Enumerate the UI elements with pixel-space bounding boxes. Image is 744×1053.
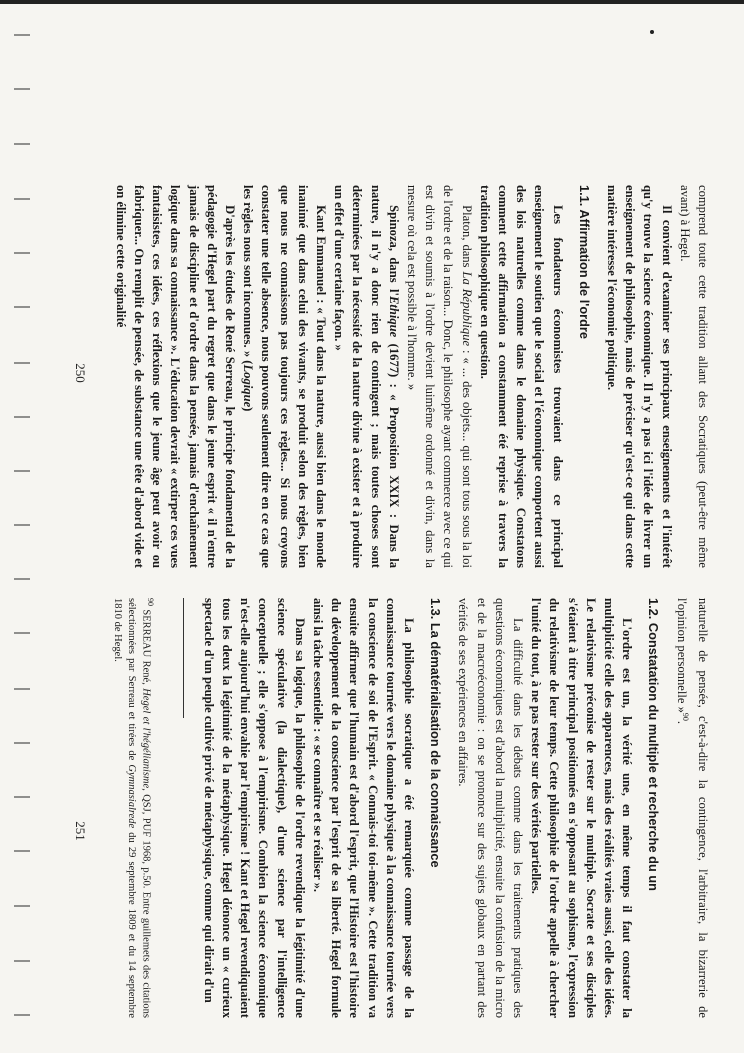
paragraph: Les fondateurs économistes trouvaient dans ce principal enseignement le soutien que le social et l'économique comportent aussi des lois naturelles comme dans le domaine physique. Constatons comment cette affirmation a constamment été reprise à travers la tradition philosophique en question. (477, 185, 565, 568)
scan-top-edge (0, 0, 744, 4)
paragraph: La philosophie socratique a été remarquée comme passage de la connaissance tournée vers le domaine physique à la connaissance tournée vers la conscience de soi de l'Esprit. « Connais-toi toi-même ». Cette tradition va ensuite affirmer que l'humain est d'abord l'esprit, que l'Histoire est l'histoire du développement de la conscience par l'esprit de sa liberté. Hegel formule ainsi la tâche essentielle : « se connaître et se réaliser ». (310, 598, 416, 1018)
footnote-rule (183, 598, 184, 718)
paragraph: D'après les études de René Serreau, le principe fondamental de la pédagogie d'Hegel part du regret que dans le jeune esprit « il n'entre jamais de discipline et d'ordre dans la pensée, jamais d'enchaînement logique dans sa connaissance ». L'éducation devrait « extirper ces vues fantaisistes, ces idées, ces réflexions que le jeune âge peut avoir ou fabriquer... On remplit de pensée, de substance une tête d'abord vide et on élimine cette originalité (113, 185, 237, 568)
paragraph: Spinoza, dans l'Ethique (1677) : « Proposition XXIX : Dans la nature, il n'y a donc rien de contingent ; mais toutes choses sont déterminées par la nécessité de la nature divine à exister et à produire un effet d'une certaine façon. » (332, 185, 401, 568)
page-250 (113, 185, 712, 568)
paragraph: La difficulté dans les débats comme dans les traitements pratiques des questions économiques est d'abord la multiplicité, ensuite la confusion de la micro et de la macroéconomie : on se prononce sur des sujets globaux en partant des vérités de ses expériences en affaires. (456, 598, 525, 1018)
page-number-250: 250 (72, 363, 88, 383)
binder-edge (0, 0, 34, 1053)
page-number-251: 251 (72, 821, 88, 841)
paragraph: Platon, dans La République : « ... des objets... qui sont tous sous la loi de l'ordre et de la raison... Donc, le philosophe ayant commerce avec ce qui est divin et soumis à l'ordre devient luimême ordonné et divin, dans la mesure où cela est possible à l'homme. » (404, 185, 474, 568)
section-heading: 1.1. Affirmation de l'ordre (576, 185, 592, 340)
section-heading: 1.2. Constatation du multiple et recherche du un (646, 598, 662, 891)
paragraph: Il convient d'examiner ses principaux enseignements et l'intérêt qu'y trouve la science économique. Il n'y a pas ici l'idée de livrer un enseignement de philosophie, mais de préciser qu'est-ce qui dans cette matière intéresse l'économie politique. (604, 185, 674, 568)
paragraph: Dans sa logique, la philosophie de l'ordre revendique la légitimité d'une science spéculative (la dialectique), d'une science par l'intelligence conceptuelle ; elle s'oppose à l'empirisme. Combien la science économique n'est-elle aujourd'hui envahie par l'empirisme ! Kant et Hegel revendiquaient tous les deux la légitimité de la métaphysique. Hegel dénonce un « curieux spectacle d'un peuple cultivé privé de métaphysique, comme qui dirait d'un (201, 598, 307, 1018)
paragraph: comprend toute cette tradition allant des Socratiques (peut-être même avant) à Hegel. (677, 185, 710, 568)
paragraph: naturelle de pensée, c'est-à-dire la contingence, l'arbitraire, la bizarrerie de l'opinion personnelle »$^{90}$. (674, 598, 710, 1018)
scan-speck (650, 30, 654, 34)
paragraph: L'ordre est un, la vérité une, en même temps il faut constater la multiplicité celle des apparences, mais des réalités vraies aussi, celle des idées. Le relativisme préconise de rester sur le multiple. Socrate et ses disciples s'étaient à titre principal positionnés en s'opposant au sophisme, l'expression du relativisme de leur temps. Cette philosophie de l'ordre appelle à chercher l'unité du tout, à ne pas rester sur des vérités partielles. (529, 598, 635, 1018)
footnote: $^{90}$ SERREAU René, Hegel et l'hégélianisme, QSJ, PUF 1968, p.50. Entre guillemets des citations sélectionnées par Serreau et tirées de Gymnasialrede du 29 septembre 1809 et du 14 septembre 1810 de Hegel. (112, 598, 155, 1018)
page-251 (112, 598, 712, 1018)
paragraph: Kant Emmanuel : « Tout dans la nature, aussi bien dans le monde inanimé que dans celui des vivants, se produit selon des règles, bien que nous ne connaissons pas toujours ces règles... Si nous croyons constater une telle absence, nous pouvons seulement dire en ce cas que les règles nous sont inconnues. » (Logique) (241, 185, 328, 568)
section-heading: 1.3. La dématérialisation de la connaissance (428, 598, 444, 868)
